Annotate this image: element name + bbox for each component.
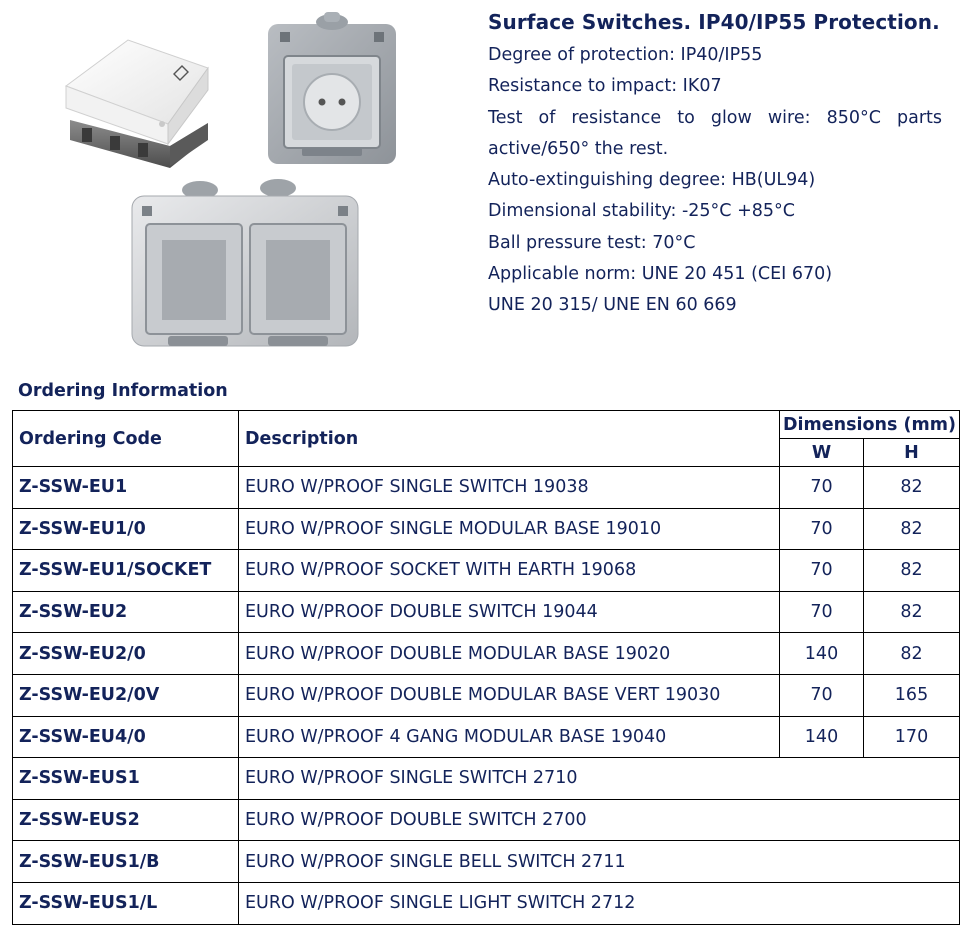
width-value: 140 [780,633,864,675]
single-switch-image [58,28,238,198]
height-value: 82 [864,467,960,509]
ordering-code: Z-SSW-EUS1/L [13,882,239,924]
socket-box-image [262,10,412,170]
spec-title: Surface Switches. IP40/IP55 Protection. [488,10,940,34]
ordering-code: Z-SSW-EUS1/B [13,841,239,883]
ordering-code: Z-SSW-EU2/0V [13,674,239,716]
spec-line: Resistance to impact: IK07 [488,76,722,97]
description: EURO W/PROOF SINGLE SWITCH 19038 [239,467,780,509]
ordering-code: Z-SSW-EU2/0 [13,633,239,675]
table-row [13,758,960,800]
ordering-code: Z-SSW-EU2 [13,591,239,633]
header-dimensions: Dimensions (mm) [780,411,960,439]
width-value: 70 [780,508,864,550]
header-width: W [780,439,864,467]
table-row [13,716,960,758]
ordering-code: Z-SSW-EU4/0 [13,716,239,758]
spec-line: Ball pressure test: 70°C [488,232,696,253]
spec-line: Applicable norm: UNE 20 451 (CEI 670) [488,264,833,285]
spec-line: active/650° the rest. [488,138,669,159]
double-box-image [128,176,368,356]
spec-line: Degree of protection: IP40/IP55 [488,45,763,65]
width-value: 70 [780,591,864,633]
spec-line: Dimensional stability: -25°C +85°C [488,201,795,222]
ordering-code: Z-SSW-EUS2 [13,799,239,841]
table-row [13,467,960,509]
table-row [13,591,960,633]
table-row [13,674,960,716]
table-row [13,799,960,841]
table-row [13,550,960,592]
spec-line: UNE 20 315/ UNE EN 60 669 [488,295,737,316]
header-description: Description [239,411,780,467]
product-images [40,6,460,356]
table-row [13,633,960,675]
header-ordering-code: Ordering Code [13,411,239,467]
description: EURO W/PROOF SINGLE LIGHT SWITCH 2712 [239,882,960,924]
ordering-table [12,410,960,925]
ordering-code: Z-SSW-EUS1 [13,758,239,800]
height-value: 82 [864,591,960,633]
table-row [13,882,960,924]
ordering-code: Z-SSW-EU1/SOCKET [13,550,239,592]
ordering-code: Z-SSW-EU1/0 [13,508,239,550]
height-value: 165 [864,674,960,716]
height-value: 82 [864,633,960,675]
width-value: 140 [780,716,864,758]
ordering-title: Ordering Information [18,381,228,401]
table-row [13,841,960,883]
height-value: 82 [864,508,960,550]
width-value: 70 [780,467,864,509]
description: EURO W/PROOF DOUBLE SWITCH 19044 [239,591,780,633]
ordering-code: Z-SSW-EU1 [13,467,239,509]
description: EURO W/PROOF 4 GANG MODULAR BASE 19040 [239,716,780,758]
spec-block [488,10,942,322]
width-value: 70 [780,550,864,592]
description: EURO W/PROOF SINGLE BELL SWITCH 2711 [239,841,960,883]
height-value: 82 [864,550,960,592]
description: EURO W/PROOF DOUBLE MODULAR BASE 19020 [239,633,780,675]
description: EURO W/PROOF SINGLE SWITCH 2710 [239,758,960,800]
height-value: 170 [864,716,960,758]
header-height: H [864,439,960,467]
spec-line: Test of resistance to glow wire: 850°C parts [488,107,942,128]
width-value: 70 [780,674,864,716]
description: EURO W/PROOF DOUBLE MODULAR BASE VERT 19030 [239,674,780,716]
description: EURO W/PROOF SINGLE MODULAR BASE 19010 [239,508,780,550]
spec-line: Auto-extinguishing degree: HB(UL94) [488,170,816,191]
description: EURO W/PROOF SOCKET WITH EARTH 19068 [239,550,780,592]
table-row [13,508,960,550]
description: EURO W/PROOF DOUBLE SWITCH 2700 [239,799,960,841]
